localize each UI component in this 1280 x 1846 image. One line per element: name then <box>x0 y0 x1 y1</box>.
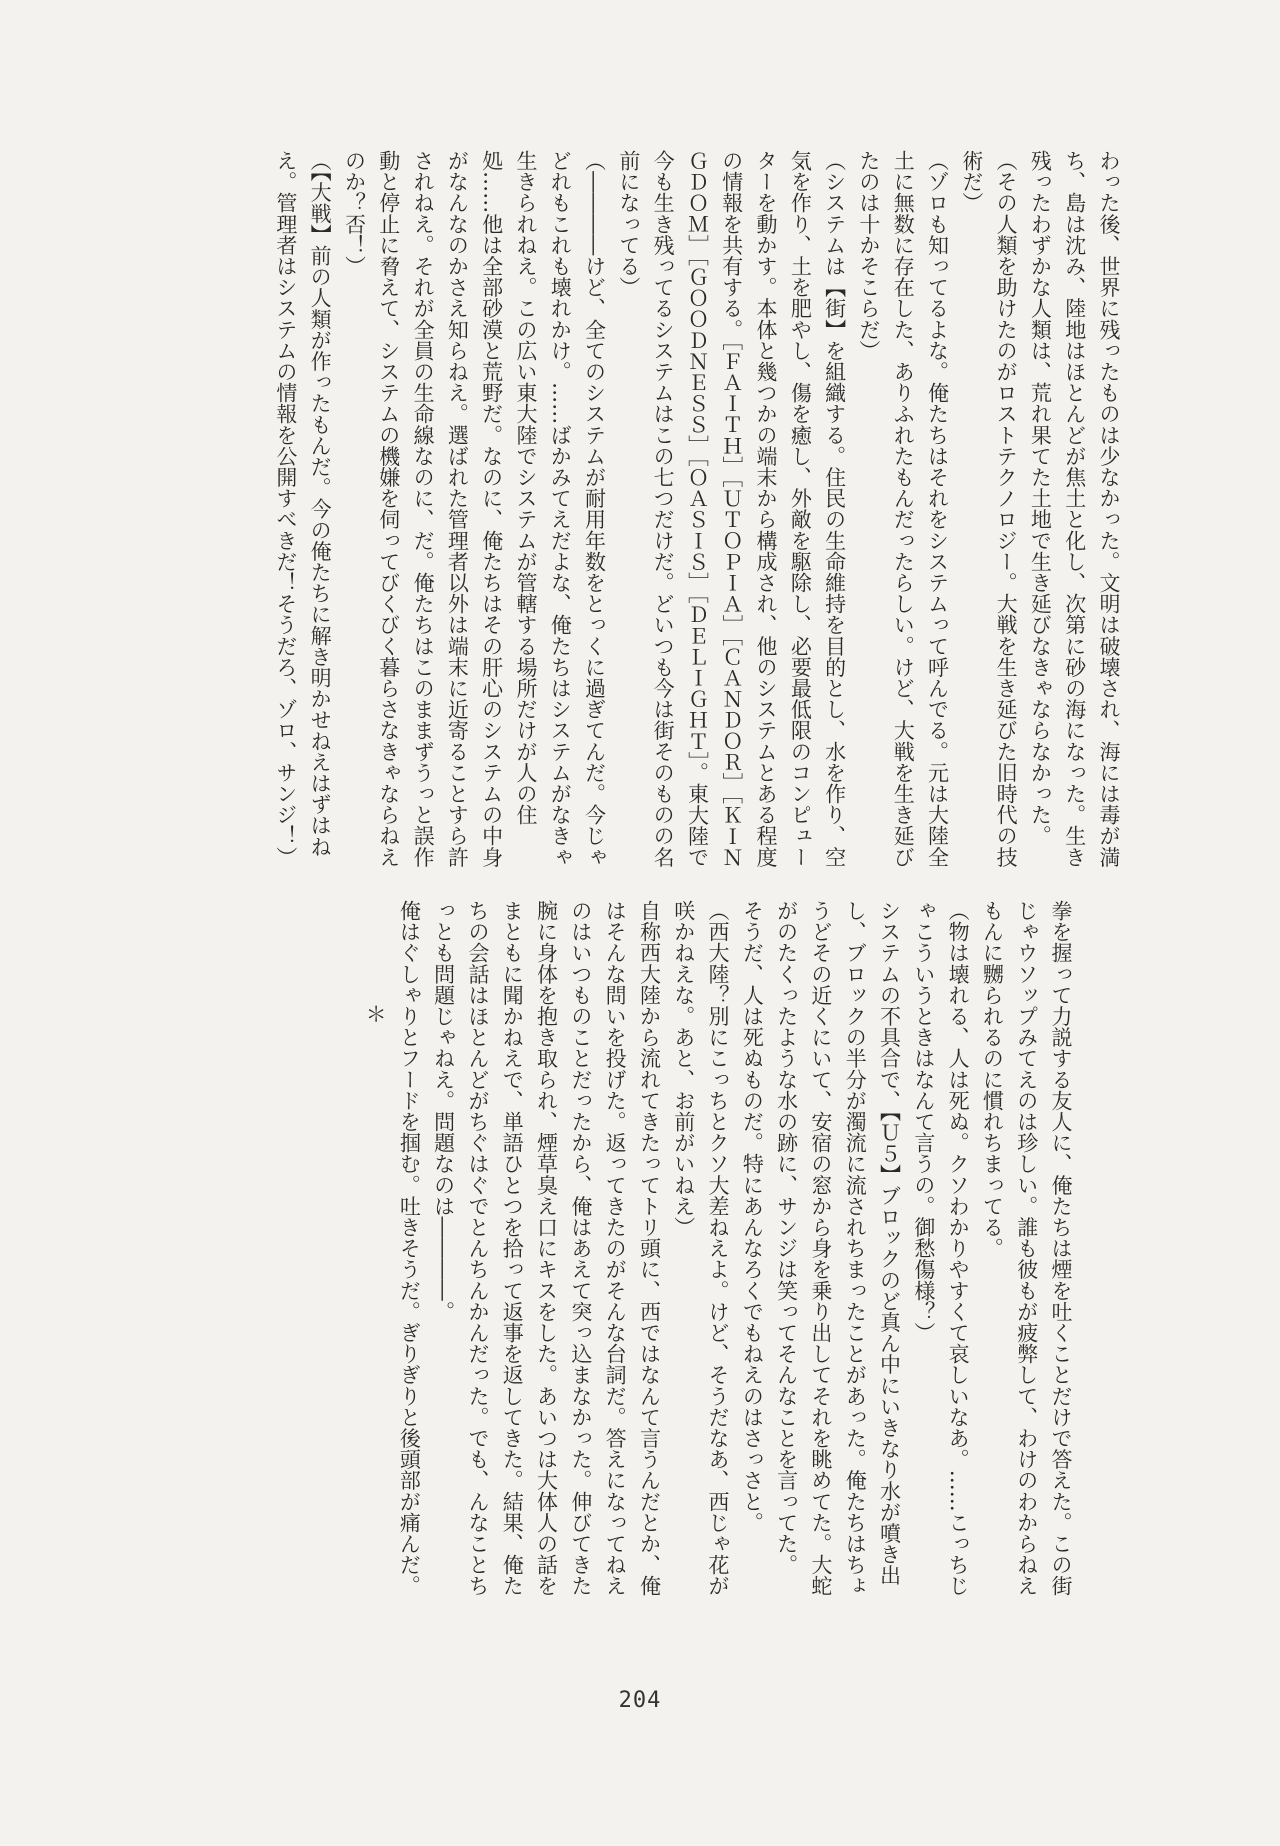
paragraph: そうだ、人は死ぬものだ。特にあんなろくでもねえのはさっさと。 <box>740 900 765 1533</box>
lower-text-block <box>316 900 1078 1615</box>
section-break-asterisk: ＊ <box>363 1002 388 1024</box>
paragraph: （ゾロも知ってるよな。俺たちはそれをシステムって呼んでる。元は大陸全土に無数に存在した、ありふれたもんだったらしい。けど、大戦を生き延びたのは十かそこらだ） <box>856 150 950 868</box>
paragraph: わった後、世界に残ったものは少なかった。文明は破壊され、海には毒が満ち、島は沈み、陸地はほとんどが焦土と化し、次第に砂の海になった。生き残ったわずかな人類は、荒れ果てた土地で生き延びなきゃならなかった。 <box>1028 150 1121 868</box>
section-break-line <box>358 900 392 1615</box>
page-number: 204 <box>618 1688 662 1713</box>
paragraph: （【大戦】前の人類が作ったもんだ。今の俺たちに解き明かせねえはずはねえ。管理者はシステムの情報を公開すべきだ！そうだろ、ゾロ、サンジ！） <box>273 150 333 868</box>
paragraph: システムの不具合で、【Ｕ５】ブロックのど真ん中にいきなり水が噴き出し、ブロックの半分が濁流に流されちまったことがあった。俺たちはちょうどその近くにいて、安宿の窓から身を乗り出してそれを眺めてた。大蛇がのたくったような水の跡に、サンジは笑ってそんなことを言ってた。 <box>774 900 902 1597</box>
paragraph: （その人類を助けたのがロストテクノロジー。大戦を生き延びた旧時代の技術だ） <box>959 150 1019 868</box>
paragraph: （西大陸？別にこっちとクソ大差ねえよ。けど、そうだなあ、西じゃ花が咲かねえな。あと、お前がいねえ） <box>671 900 731 1597</box>
paragraph: 俺はぐしゃりとフードを掴む。吐きそうだ。ぎりぎりと後頭部が痛んだ。 <box>397 900 422 1597</box>
paragraph: 拳を握って力説する友人に、俺たちは煙を吐くことだけで答えた。この街じゃウソップみてえのは珍しい。誰も彼もが疲弊して、わけのわからねえもんに嬲られるのに慣れちまってる。 <box>980 900 1073 1597</box>
upper-text-block <box>273 150 1126 872</box>
paragraph: （物は壊れる、人は死ぬ。クソわかりやすくて哀しいなあ。……こっちじゃこういうときはなんて言うの。御愁傷様？） <box>911 900 971 1597</box>
paragraph: （――――けど、全てのシステムが耐用年数をとっくに過ぎてんだ。今じゃどれもこれも壊れかけ。……ばかみてえだよな、俺たちはシステムがなきゃ生きられねえ。この広い東大陸でシステムが管轄する場所だけが人の住処……他は全部砂漠と荒野だ。なのに、俺たちはその肝心のシステムの中身がなんなのかさえ知らねえ。選ばれた管理者以外は端末に近寄ることすら許されねえ。それが全員の生命線なのに、だ。俺たちはこのままずうっと誤作動と停止に脅えて、システムの機嫌を伺ってびくびく暮らさなきゃならねえのか？否！） <box>342 150 607 868</box>
paragraph: （システムは【街】を組織する。住民の生命維持を目的とし、水を作り、空気を作り、土を肥やし、傷を癒し、外敵を駆除し、必要最低限のコンピューターを動かす。本体と幾つかの端末から構成され、他のシステムとある程度の情報を共有する。［ＦＡＩＴＨ］［ＵＴＯＰＩＡ］［ＣＡＮＤＯＲ］［ＫＩＮＧＤＯＭ］［ＧＯＯＤＮＥＳＳ］［ＯＡＳＩＳ］［ＤＥＬＩＧＨＴ］。東大陸で今も生き残ってるシステムはこの七つだけだ。どいつも今は街そのものの名前になってる） <box>616 150 847 868</box>
paragraph: 自称西大陸から流れてきたってトリ頭に、西ではなんて言うんだとか、俺はそんな問いを投げた。返ってきたのがそんな台詞だ。答えになってねえのはいつものことだったから、俺はあえて突っ込まなかった。伸びてきた腕に身体を抱き取られ、煙草臭え口にキスをした。あいつは大体人の話をまともに聞かねえで、単語ひとつを拾って返事を返してきた。結果、俺たちの会話はほとんどがちぐはぐでとんちんかんだった。でも、んなことちっとも問題じゃねえ。問題なのは――――。 <box>431 900 662 1597</box>
